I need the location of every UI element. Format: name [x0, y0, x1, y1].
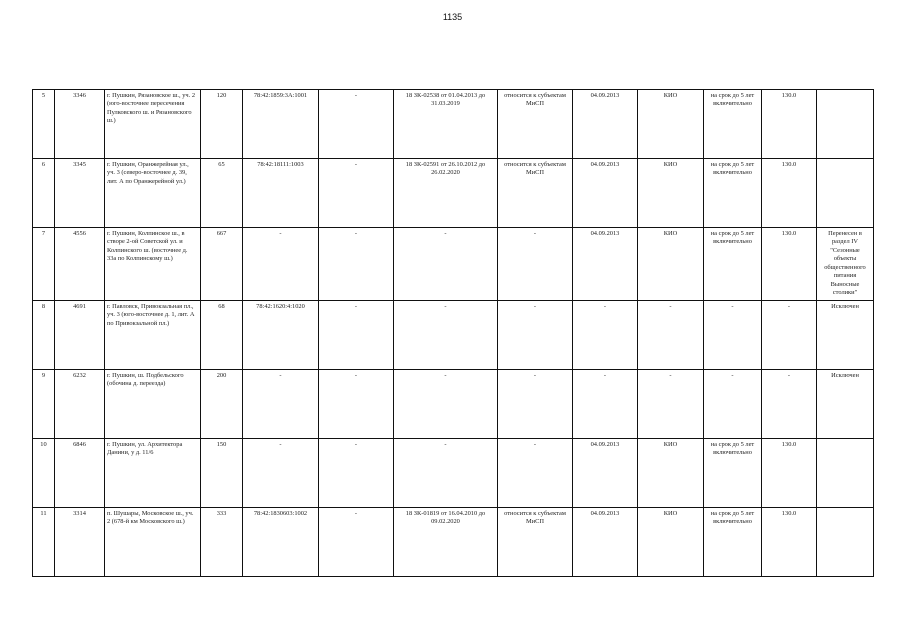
price-cell: 130.0 [762, 228, 817, 301]
object-id: 3314 [55, 507, 105, 576]
table-row [33, 90, 874, 159]
org-cell: - [638, 300, 704, 369]
price-cell: - [762, 369, 817, 438]
price-cell: 130.0 [762, 438, 817, 507]
category-cell: - [498, 300, 573, 369]
table-row [33, 228, 874, 301]
address-cell: г. Пушкин, Рязановское ш., уч. 2 (юго-восточнее пересечения Пулковского ш. и Рязановского ш.) [105, 90, 201, 159]
registry-table [32, 89, 874, 577]
date-cell: - [573, 300, 638, 369]
table-row [33, 300, 874, 369]
price-cell: 130.0 [762, 159, 817, 228]
area-cell: 150 [201, 438, 243, 507]
org-cell: КИО [638, 159, 704, 228]
cadastral-cell: 78:42:1859:3А:1001 [243, 90, 319, 159]
cadastral-cell: - [243, 369, 319, 438]
org-cell: КИО [638, 228, 704, 301]
object-id: 4556 [55, 228, 105, 301]
term-cell: на срок до 5 лет включительно [704, 507, 762, 576]
date-cell: 04.09.2013 [573, 90, 638, 159]
area-cell: 333 [201, 507, 243, 576]
dash-cell: - [319, 369, 394, 438]
term-cell: на срок до 5 лет включительно [704, 438, 762, 507]
decision-cell: - [394, 300, 498, 369]
object-id: 4691 [55, 300, 105, 369]
category-cell: относится к субъектам МиСП [498, 507, 573, 576]
area-cell: 65 [201, 159, 243, 228]
category-cell: - [498, 438, 573, 507]
area-cell: 68 [201, 300, 243, 369]
table-row [33, 438, 874, 507]
note-cell [817, 159, 874, 228]
note-cell: Перенесен в раздел IV "Сезонные объекты общественного питания Выносные столики" [817, 228, 874, 301]
date-cell: - [573, 369, 638, 438]
object-id: 6846 [55, 438, 105, 507]
decision-cell: - [394, 228, 498, 301]
address-cell: г. Павловск, Привокзальная пл., уч. 3 (юго-восточнее д. 1, лит. А по Привокзальной пл.) [105, 300, 201, 369]
cadastral-cell: 78:42:1830603:1002 [243, 507, 319, 576]
note-cell [817, 90, 874, 159]
dash-cell: - [319, 300, 394, 369]
dash-cell: - [319, 159, 394, 228]
dash-cell: - [319, 90, 394, 159]
row-number: 10 [33, 438, 55, 507]
row-number: 11 [33, 507, 55, 576]
dash-cell: - [319, 228, 394, 301]
cadastral-cell: - [243, 228, 319, 301]
term-cell: на срок до 5 лет включительно [704, 90, 762, 159]
note-cell [817, 507, 874, 576]
note-cell [817, 438, 874, 507]
registry-body [33, 90, 874, 577]
object-id: 3345 [55, 159, 105, 228]
object-id: 3346 [55, 90, 105, 159]
decision-cell: - [394, 369, 498, 438]
note-cell: Исключен [817, 369, 874, 438]
category-cell: - [498, 369, 573, 438]
table-row [33, 507, 874, 576]
row-number: 6 [33, 159, 55, 228]
price-cell: 130.0 [762, 90, 817, 159]
org-cell: - [638, 369, 704, 438]
date-cell: 04.09.2013 [573, 159, 638, 228]
row-number: 8 [33, 300, 55, 369]
area-cell: 120 [201, 90, 243, 159]
date-cell: 04.09.2013 [573, 438, 638, 507]
address-cell: г. Пушкин, ул. Архитектора Данини, у д. 11/6 [105, 438, 201, 507]
row-number: 5 [33, 90, 55, 159]
page-number: 1135 [442, 12, 463, 22]
note-cell: Исключен [817, 300, 874, 369]
row-number: 9 [33, 369, 55, 438]
decision-cell: 18 ЗК-02538 от 01.04.2013 до 31.03.2019 [394, 90, 498, 159]
term-cell: на срок до 5 лет включительно [704, 159, 762, 228]
table-row [33, 369, 874, 438]
area-cell: 200 [201, 369, 243, 438]
decision-cell: 18 ЗК-01819 от 16.04.2010 до 09.02.2020 [394, 507, 498, 576]
date-cell: 04.09.2013 [573, 228, 638, 301]
object-id: 6232 [55, 369, 105, 438]
address-cell: г. Пушкин, ш. Подбельского (обочина д. переезда) [105, 369, 201, 438]
category-cell: - [498, 228, 573, 301]
price-cell: 130.0 [762, 507, 817, 576]
term-cell: на срок до 5 лет включительно [704, 228, 762, 301]
table-row [33, 159, 874, 228]
address-cell: г. Пушкин, Оранжерейная ул., уч. 3 (северо-восточнее д. 39, лит. А по Оранжерейной ул.) [105, 159, 201, 228]
decision-cell: 18 ЗК-02591 от 26.10.2012 до 26.02.2020 [394, 159, 498, 228]
dash-cell: - [319, 438, 394, 507]
term-cell: - [704, 369, 762, 438]
org-cell: КИО [638, 438, 704, 507]
address-cell: г. Пушкин, Колпинское ш., в створе 2-ой Советской ул. и Колпинского ш. (восточнее д. 33а по Колпинскому ш.) [105, 228, 201, 301]
org-cell: КИО [638, 507, 704, 576]
term-cell: - [704, 300, 762, 369]
decision-cell: - [394, 438, 498, 507]
org-cell: КИО [638, 90, 704, 159]
category-cell: относится к субъектам МиСП [498, 159, 573, 228]
dash-cell: - [319, 507, 394, 576]
price-cell: - [762, 300, 817, 369]
cadastral-cell: 78:42:18111:1003 [243, 159, 319, 228]
row-number: 7 [33, 228, 55, 301]
category-cell: относится к субъектам МиСП [498, 90, 573, 159]
address-cell: п. Шушары, Московское ш., уч. 2 (678-й км Московского ш.) [105, 507, 201, 576]
area-cell: 667 [201, 228, 243, 301]
date-cell: 04.09.2013 [573, 507, 638, 576]
cadastral-cell: 78:42:1620:4:1020 [243, 300, 319, 369]
cadastral-cell: - [243, 438, 319, 507]
